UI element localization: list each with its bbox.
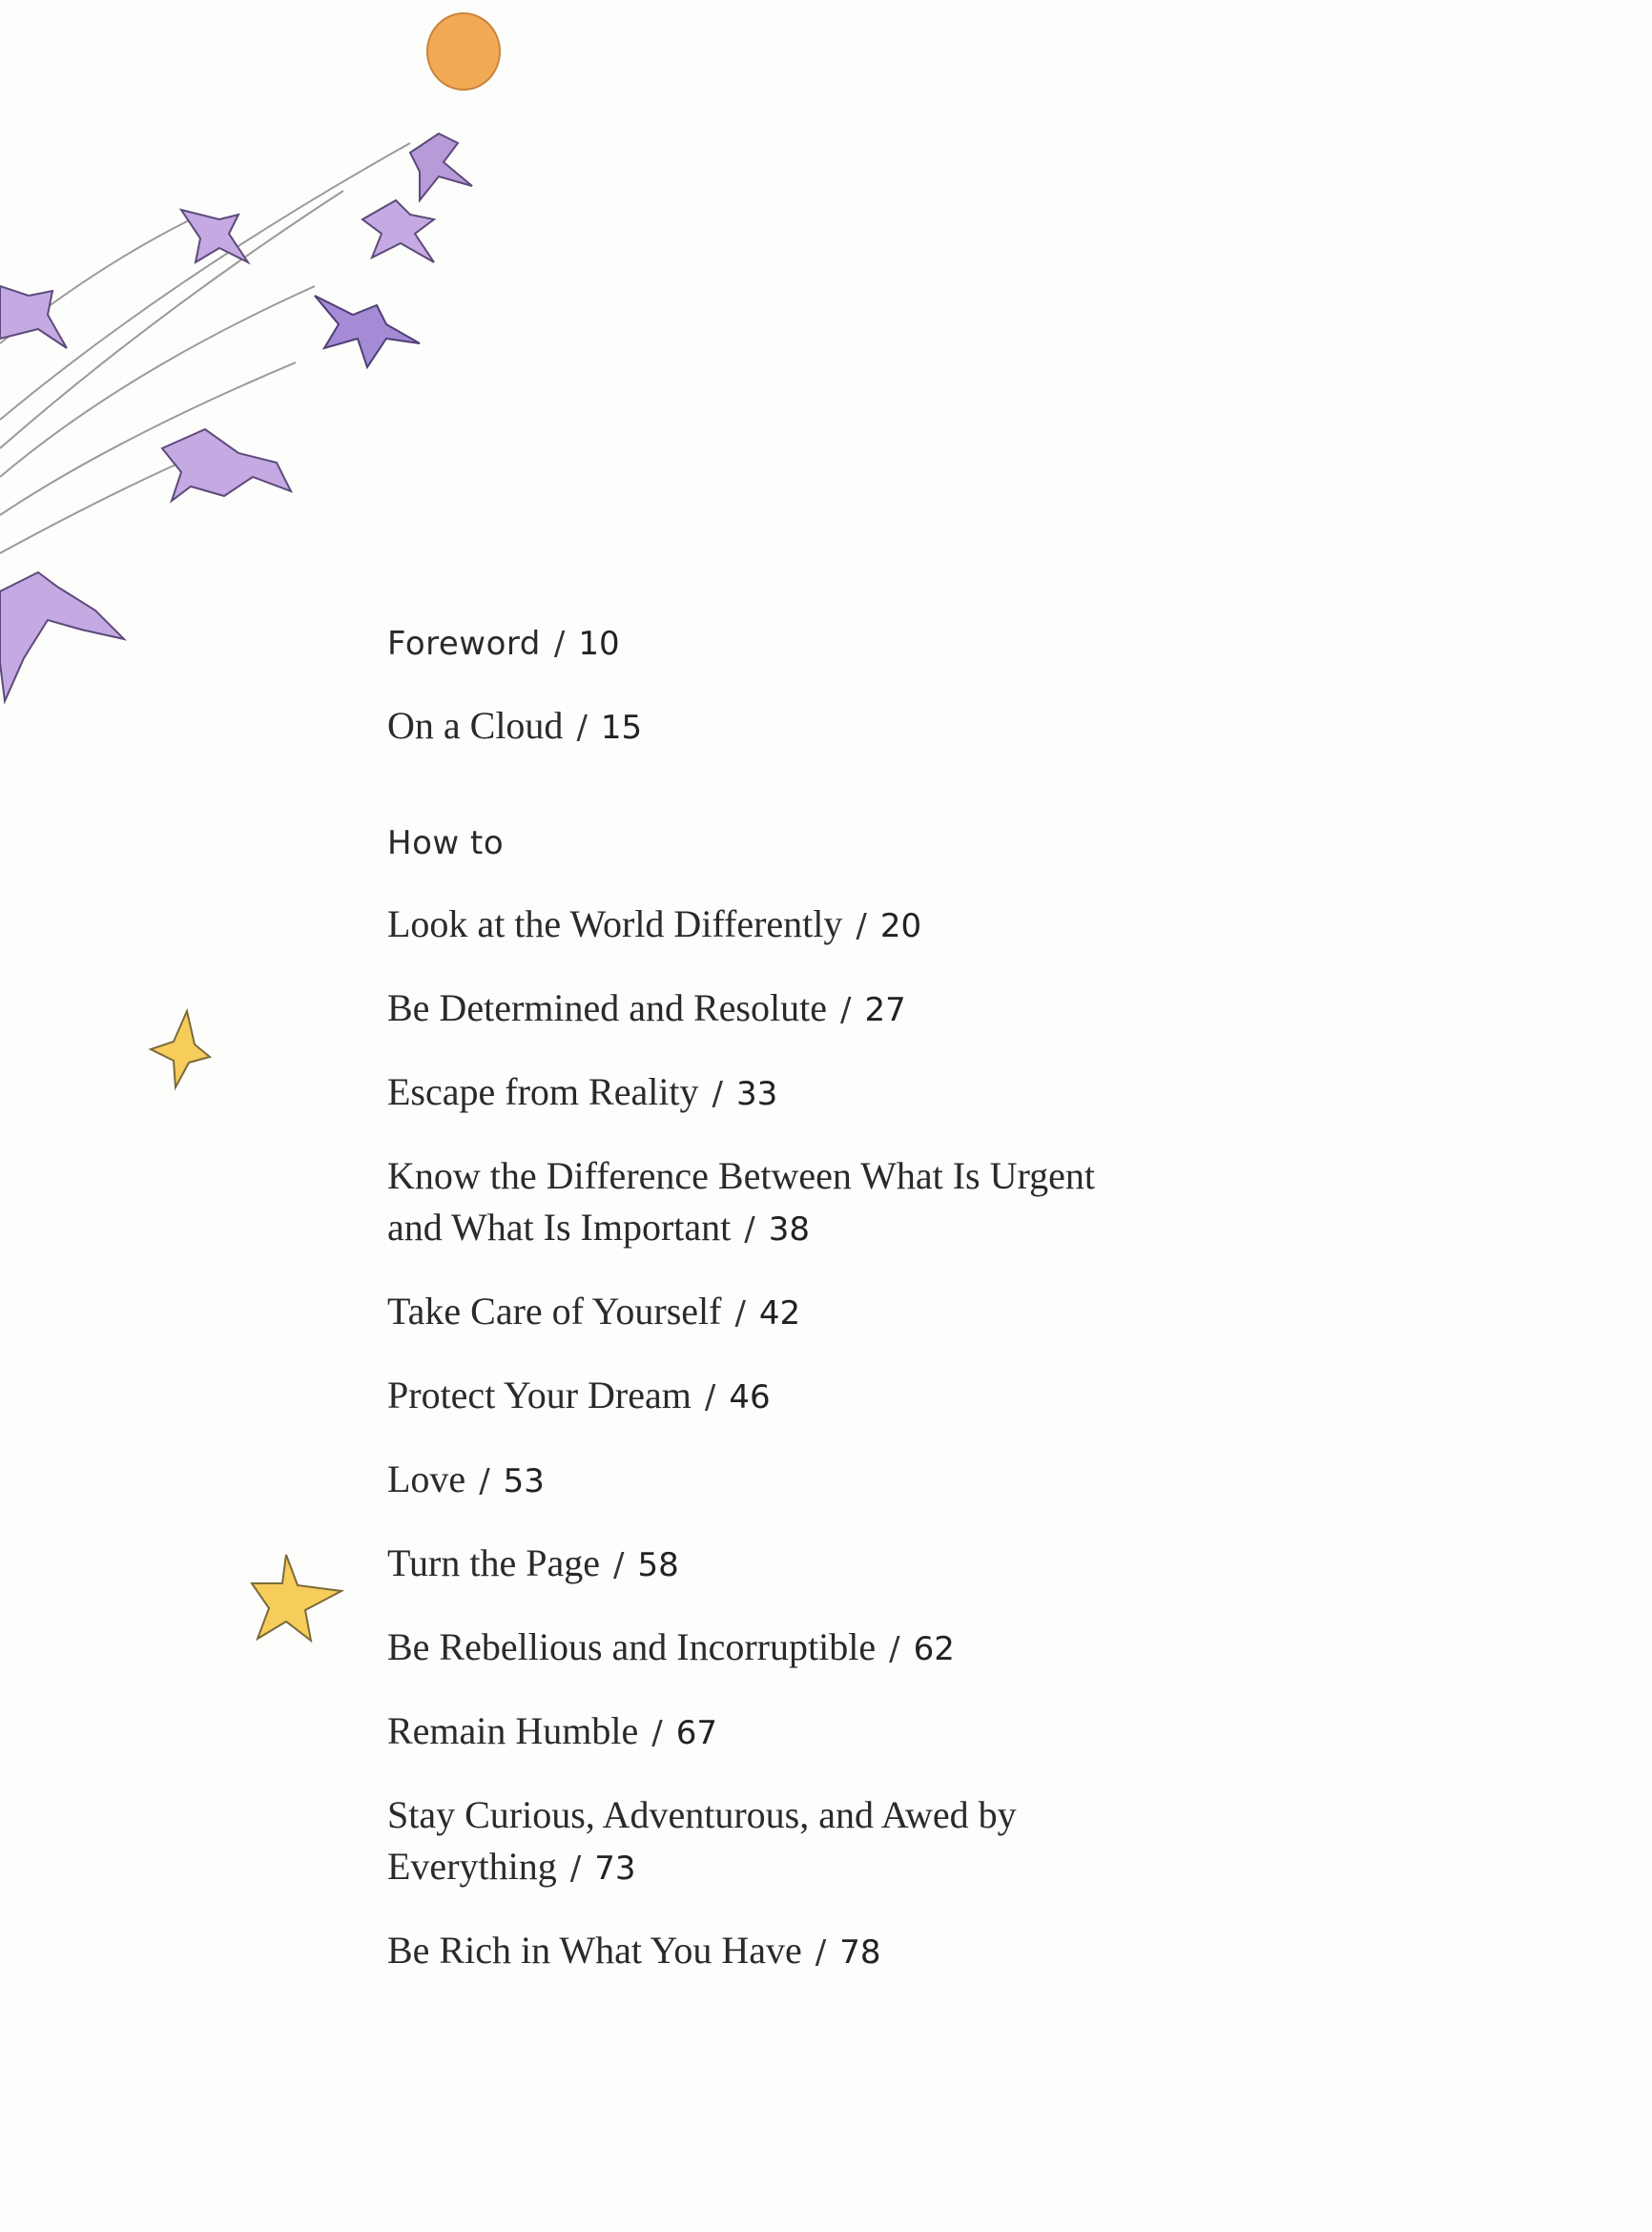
bird-icon xyxy=(315,296,420,367)
toc-entry-title-line2: Everything xyxy=(387,1845,557,1888)
toc-page-number: 58 xyxy=(637,1546,679,1584)
toc-entry-title: Look at the World Differently xyxy=(387,902,843,945)
toc-entry-title: Turn the Page xyxy=(387,1541,600,1584)
bird-icon xyxy=(0,572,124,701)
toc-separator: / xyxy=(815,1933,827,1972)
star-icon xyxy=(151,1011,210,1087)
toc-separator: / xyxy=(704,1378,716,1416)
toc-separator: / xyxy=(839,991,852,1029)
toc-page-number: 20 xyxy=(879,907,922,945)
toc-page-number: 33 xyxy=(736,1075,778,1113)
section-label-how-to: How to xyxy=(387,824,505,862)
toc-separator: / xyxy=(856,907,867,945)
toc-entry-title: Be Rebellious and Incorruptible xyxy=(387,1625,877,1668)
toc-entry[interactable] xyxy=(387,1622,955,1673)
toc-entry[interactable] xyxy=(387,899,921,950)
toc-entry[interactable] xyxy=(387,1538,679,1589)
toc-entry[interactable] xyxy=(387,1454,545,1505)
toc-page-number: 15 xyxy=(600,709,643,747)
flight-trails xyxy=(0,143,410,553)
toc-entry-title: On a Cloud xyxy=(387,704,564,747)
toc-separator: / xyxy=(576,709,588,747)
toc-separator: / xyxy=(553,625,566,663)
toc-entry-title-line1: Stay Curious, Adventurous, and Awed by xyxy=(387,1793,1017,1836)
toc-separator: / xyxy=(651,1714,663,1752)
toc-separator: / xyxy=(612,1546,625,1584)
bird-icon xyxy=(362,200,434,262)
toc-page-number: 42 xyxy=(758,1294,801,1333)
bird-icon xyxy=(410,134,472,200)
toc-entry[interactable] xyxy=(387,1370,771,1421)
toc-separator: / xyxy=(569,1850,582,1888)
toc-entry[interactable] xyxy=(387,1286,800,1337)
toc-page-number: 62 xyxy=(913,1630,955,1668)
toc-entry[interactable] xyxy=(387,1705,717,1757)
toc-entry[interactable] xyxy=(387,982,906,1034)
star-icon xyxy=(252,1555,341,1641)
toc-entry-title: Be Rich in What You Have xyxy=(387,1929,802,1972)
toc-separator: / xyxy=(734,1294,746,1333)
sun-icon xyxy=(427,13,500,90)
toc-entry-title-line2: and What Is Important xyxy=(387,1206,732,1249)
toc-entry[interactable] xyxy=(387,1066,777,1118)
toc-separator: / xyxy=(479,1462,490,1500)
toc-entry-title: Escape from Reality xyxy=(387,1070,699,1113)
toc-page-number: 73 xyxy=(594,1850,636,1888)
toc-entry[interactable] xyxy=(387,1789,1017,1892)
toc-page-number: 67 xyxy=(675,1714,718,1752)
toc-page-number: 27 xyxy=(864,991,906,1029)
bird-icon xyxy=(0,286,67,348)
toc-page-number: 53 xyxy=(503,1462,545,1500)
toc-separator: / xyxy=(744,1210,755,1249)
toc-page-number: 10 xyxy=(578,625,620,663)
bird-icon xyxy=(162,429,291,501)
toc-entry[interactable] xyxy=(387,1150,1095,1253)
toc-separator: / xyxy=(712,1075,724,1113)
toc-separator: / xyxy=(889,1630,900,1668)
toc-entry-on-a-cloud[interactable] xyxy=(387,700,642,752)
bird-icon xyxy=(181,210,248,262)
toc-page-number: 78 xyxy=(839,1933,881,1972)
toc-entry-title: Remain Humble xyxy=(387,1709,639,1752)
toc-page-number: 38 xyxy=(768,1210,811,1249)
toc-entry-title: Foreword xyxy=(387,625,541,663)
toc-entry-title: Take Care of Yourself xyxy=(387,1290,722,1333)
toc-entry-title: Be Determined and Resolute xyxy=(387,986,827,1029)
toc-entry-title-line1: Know the Difference Between What Is Urgent xyxy=(387,1154,1095,1197)
toc-entry-title: Love xyxy=(387,1457,466,1500)
toc-entry[interactable] xyxy=(387,1925,881,1976)
toc-entry-title: Protect Your Dream xyxy=(387,1374,692,1416)
toc-page-number: 46 xyxy=(729,1378,771,1416)
toc-entry-foreword[interactable] xyxy=(387,618,620,670)
